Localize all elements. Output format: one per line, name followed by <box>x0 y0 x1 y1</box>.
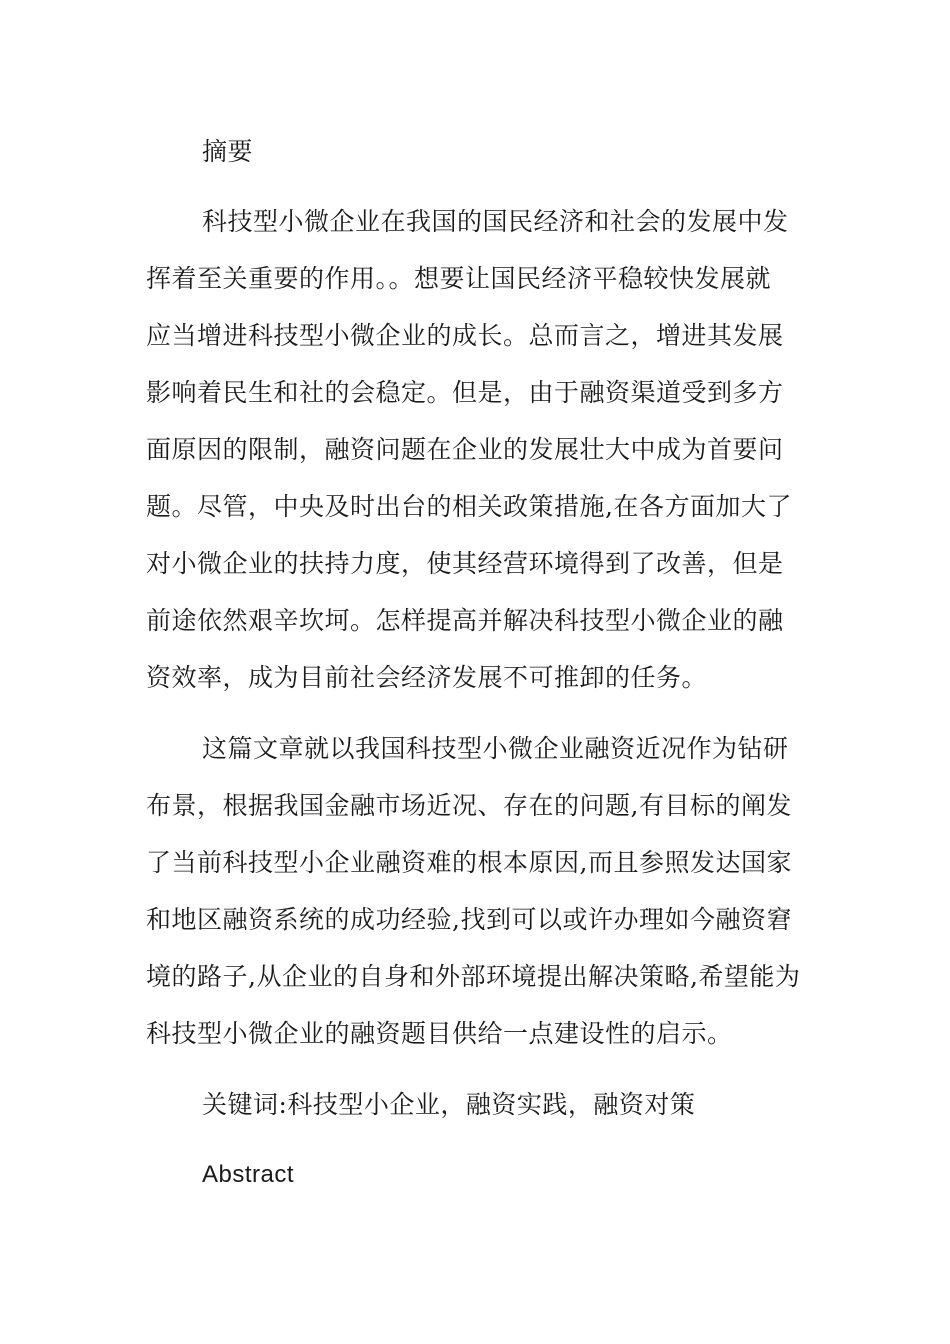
abstract-heading: 摘要 <box>202 137 254 166</box>
paragraph-line: 面原因的限制，融资问题在企业的发展壮大中成为首要问 <box>146 435 784 464</box>
paragraph-line: 和地区融资系统的成功经验,找到可以或许办理如今融资窘 <box>146 905 792 934</box>
paragraph-line: 布景，根据我国金融市场近况、存在的问题,有目标的阐发 <box>146 791 792 820</box>
paragraph-line: 了当前科技型小企业融资难的根本原因,而且参照发达国家 <box>146 848 792 877</box>
paragraph-line: 题。尽管，中央及时出台的相关政策措施,在各方面加大了 <box>146 492 792 521</box>
paragraph-line: 对小微企业的扶持力度，使其经营环境得到了改善，但是 <box>146 549 784 578</box>
paragraph-line: 这篇文章就以我国科技型小微企业融资近况作为钻研 <box>202 734 789 763</box>
paragraph-line: 前途依然艰辛坎坷。怎样提高并解决科技型小微企业的融 <box>146 606 784 635</box>
keywords-line: 关键词:科技型小企业，融资实践，融资对策 <box>202 1090 696 1119</box>
paragraph-line: 境的路子,从企业的自身和外部环境提出解决策略,希望能为 <box>146 962 801 991</box>
paragraph-line: 资效率，成为目前社会经济发展不可推卸的任务。 <box>146 663 708 692</box>
paragraph-line: 科技型小微企业的融资题目供给一点建设性的启示。 <box>146 1019 733 1048</box>
paragraph-line: 应当增进科技型小微企业的成长。总而言之，增进其发展 <box>146 321 784 350</box>
paragraph-line: 影响着民生和社的会稳定。但是，由于融资渠道受到多方 <box>146 378 784 407</box>
paragraph-line: 科技型小微企业在我国的国民经济和社会的发展中发 <box>202 207 789 236</box>
abstract-en-heading: Abstract <box>202 1161 295 1188</box>
paragraph-line: 挥着至关重要的作用。。想要让国民经济平稳较快发展就 <box>146 264 772 293</box>
